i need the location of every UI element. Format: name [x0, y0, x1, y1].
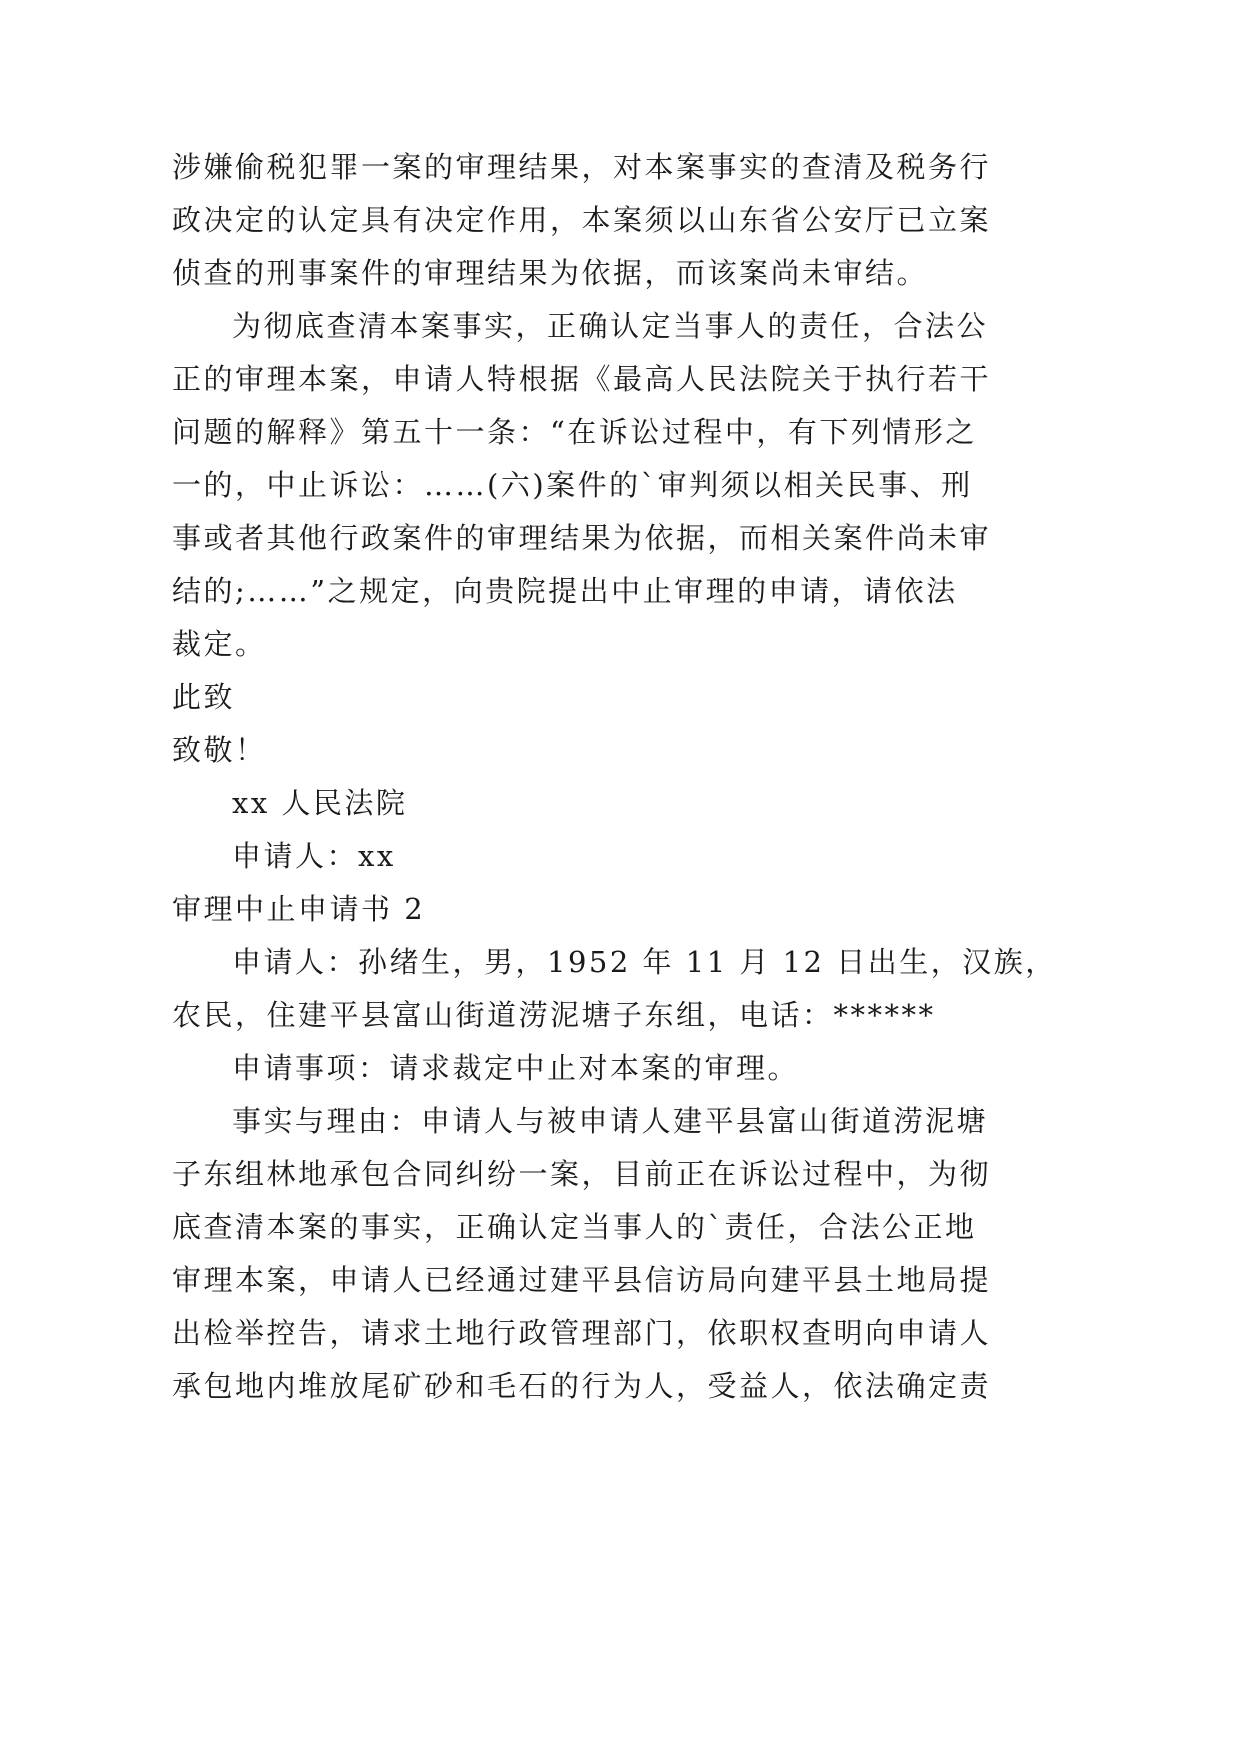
- text-line: 承包地内堆放尾矿砂和毛石的行为人，受益人，依法确定责: [172, 1369, 992, 1403]
- text-line: 事或者其他行政案件的审理结果为依据，而相关案件尚未审: [172, 521, 992, 555]
- text-line: 子东组林地承包合同纠纷一案，目前正在诉讼过程中，为彻: [172, 1157, 992, 1191]
- paragraph-start: 申请事项：请求裁定中止对本案的审理。: [232, 1051, 800, 1085]
- paragraph-start: 申请人：孙绪生，男，1952 年 11 月 12 日出生，汉族，: [232, 945, 1057, 979]
- text-line: 农民，住建平县富山街道涝泥塘子东组，电话：******: [172, 998, 936, 1032]
- paragraph-start: 事实与理由：申请人与被申请人建平县富山街道涝泥塘: [232, 1104, 989, 1138]
- section-title: 审理中止申请书 2: [172, 892, 426, 926]
- text-line: 出检举控告，请求土地行政管理部门，依职权查明向申请人: [172, 1316, 992, 1350]
- text-line: 审理本案，申请人已经通过建平县信访局向建平县土地局提: [172, 1263, 992, 1297]
- text-line: 问题的解释》第五十一条：“在诉讼过程中，有下列情形之: [172, 415, 977, 449]
- text-line: 结的;……”之规定，向贵院提出中止审理的申请，请依法: [172, 574, 958, 608]
- court-name: xx 人民法院: [232, 786, 408, 820]
- text-line: 裁定。: [172, 627, 267, 661]
- paragraph-start: 为彻底查清本案事实，正确认定当事人的责任，合法公: [232, 309, 989, 343]
- text-line: 正的审理本案，申请人特根据《最高人民法院关于执行若干: [172, 362, 992, 396]
- text-line: 一的，中止诉讼：……(六)案件的`审判须以相关民事、刑: [172, 468, 973, 502]
- text-line: 底查清本案的事实，正确认定当事人的`责任，合法公正地: [172, 1210, 977, 1244]
- salutation-closing: 致敬！: [172, 733, 267, 767]
- text-line: 涉嫌偷税犯罪一案的审理结果，对本案事实的查清及税务行: [172, 150, 992, 184]
- salutation: 此致: [172, 680, 236, 714]
- text-line: 侦查的刑事案件的审理结果为依据，而该案尚未审结。: [172, 256, 929, 290]
- text-line: 政决定的认定具有决定作用，本案须以山东省公安厅已立案: [172, 203, 992, 237]
- applicant-signature: 申请人：xx: [232, 839, 396, 873]
